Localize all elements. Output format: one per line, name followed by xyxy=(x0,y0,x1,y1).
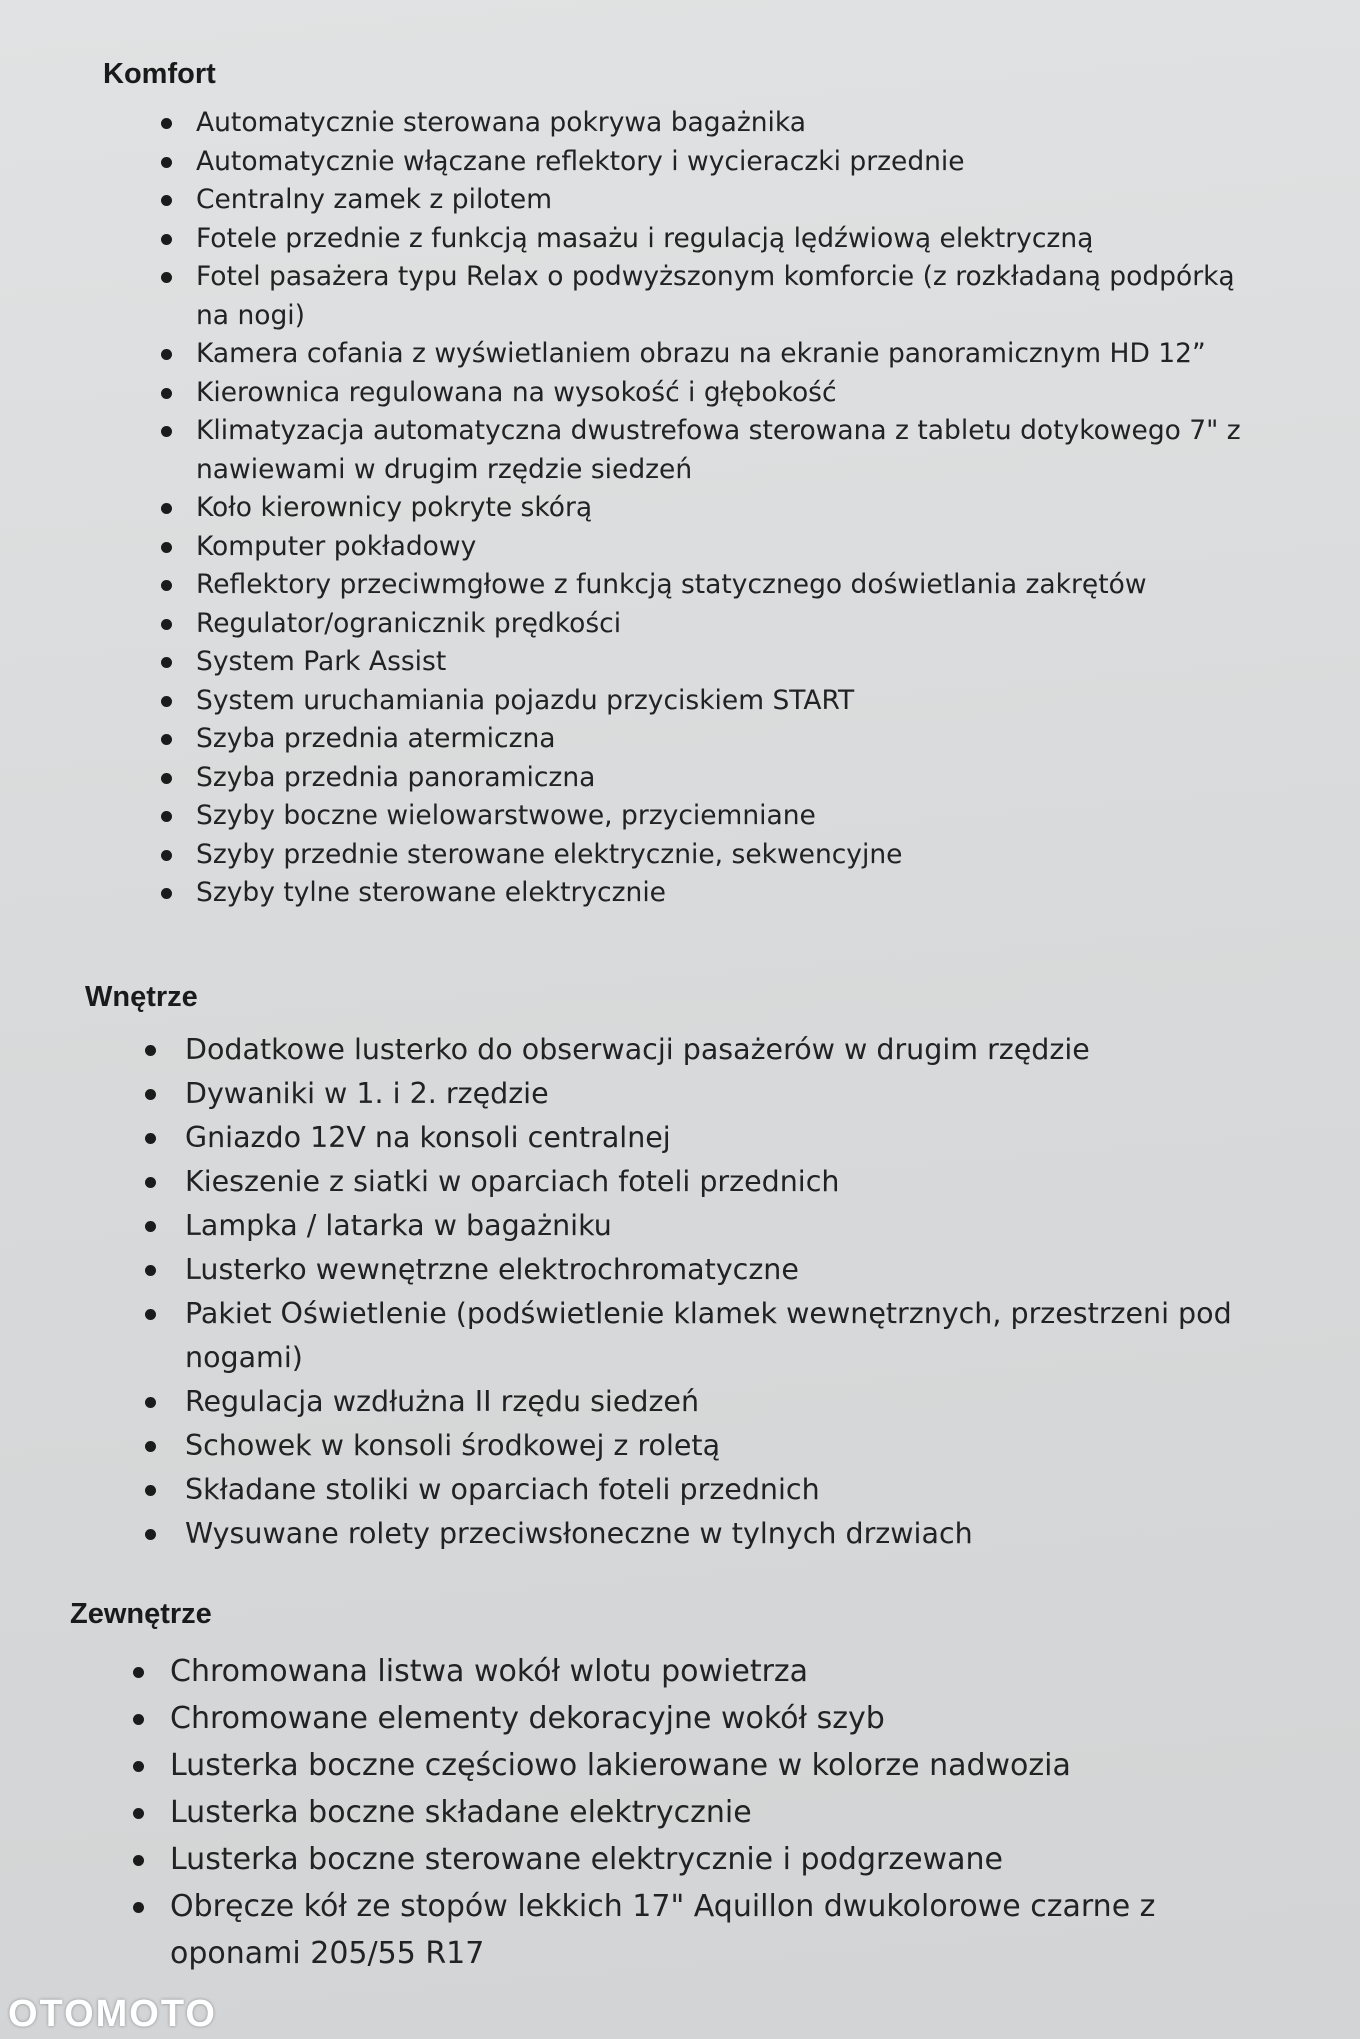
list-item xyxy=(103,374,1253,413)
bullet-icon xyxy=(145,1177,156,1188)
list-item-text: Chromowane elementy dekoracyjne wokół szyb xyxy=(170,1701,885,1736)
section-wnetrze xyxy=(85,981,1255,1556)
list-item xyxy=(103,489,1253,528)
bullet-icon xyxy=(161,118,172,129)
list-item xyxy=(103,181,1253,220)
list-item xyxy=(103,720,1253,759)
list-item-text: Fotel pasażera typu Relax o podwyższonym komforcie (z rozkładaną podpórką na nogi) xyxy=(196,261,1235,331)
bullet-icon xyxy=(145,1529,156,1540)
list-item-text: Lampka / latarka w bagażniku xyxy=(185,1209,612,1242)
list-item-text: Chromowana listwa wokół wlotu powietrza xyxy=(170,1654,809,1689)
list-item-text: Lusterka boczne częściowo lakierowane w kolorze nadwozia xyxy=(170,1748,1071,1783)
list-item xyxy=(85,1468,1255,1512)
list-item-text: Regulacja wzdłużna II rzędu siedzeń xyxy=(185,1385,700,1418)
bullet-icon xyxy=(161,888,172,899)
bullet-icon xyxy=(161,426,172,437)
list-item-text: Fotele przednie z funkcją masażu i regulacją lędźwiową elektryczną xyxy=(196,222,1094,254)
list-item xyxy=(70,1695,1290,1742)
list-item-text: Kamera cofania z wyświetlaniem obrazu na ekranie panoramicznym HD 12” xyxy=(196,338,1206,369)
list-item xyxy=(103,335,1253,374)
list-item-text: Pakiet Oświetlenie (podświetlenie klamek wewnętrznych, przestrzeni pod nogami) xyxy=(185,1297,1232,1374)
bullet-icon xyxy=(161,234,172,245)
zewnetrze-list xyxy=(70,1648,1290,1977)
bullet-icon xyxy=(145,1441,156,1452)
list-item xyxy=(103,220,1253,259)
list-item xyxy=(103,412,1253,489)
bullet-icon xyxy=(161,696,172,707)
bullet-icon xyxy=(145,1309,156,1320)
bullet-icon xyxy=(161,503,172,514)
bullet-icon xyxy=(161,580,172,591)
list-item-text: Dywaniki w 1. i 2. rzędzie xyxy=(185,1077,549,1110)
list-item xyxy=(85,1072,1255,1116)
list-item-text: System uruchamiania pojazdu przyciskiem START xyxy=(196,684,855,716)
list-item xyxy=(85,1248,1255,1292)
bullet-icon xyxy=(145,1265,156,1276)
list-item-text: Kieszenie z siatki w oparciach foteli przednich xyxy=(185,1165,840,1198)
list-item xyxy=(103,566,1253,605)
list-item xyxy=(103,874,1253,913)
list-item xyxy=(70,1742,1290,1789)
bullet-icon xyxy=(133,1714,144,1725)
bullet-icon xyxy=(145,1221,156,1232)
list-item-text: Szyba przednia panoramiczna xyxy=(196,761,596,793)
list-item xyxy=(85,1116,1255,1160)
list-item xyxy=(85,1204,1255,1248)
section-komfort xyxy=(103,58,1253,913)
bullet-icon xyxy=(133,1667,144,1678)
bullet-icon xyxy=(145,1045,156,1056)
section-title-wnetrze: Wnętrze xyxy=(85,981,198,1013)
bullet-icon xyxy=(161,619,172,630)
list-item-text: Reflektory przeciwmgłowe z funkcją statycznego doświetlania zakrętów xyxy=(196,569,1147,600)
section-zewnetrze xyxy=(70,1598,1290,1977)
bullet-icon xyxy=(161,157,172,168)
bullet-icon xyxy=(145,1089,156,1100)
list-item xyxy=(85,1292,1255,1380)
list-item xyxy=(70,1648,1290,1695)
list-item xyxy=(103,104,1253,143)
list-item-text: Szyby przednie sterowane elektrycznie, sekwencyjne xyxy=(196,838,903,870)
list-item xyxy=(103,682,1253,721)
list-item-text: Składane stoliki w oparciach foteli przednich xyxy=(185,1473,820,1506)
section-title-zewnetrze: Zewnętrze xyxy=(70,1598,212,1630)
list-item xyxy=(85,1028,1255,1072)
list-item xyxy=(103,836,1253,875)
bullet-icon xyxy=(161,349,172,360)
bullet-icon xyxy=(145,1485,156,1496)
komfort-list xyxy=(103,104,1253,913)
bullet-icon xyxy=(145,1397,156,1408)
bullet-icon xyxy=(133,1855,144,1866)
bullet-icon xyxy=(161,734,172,745)
list-item xyxy=(103,605,1253,644)
list-item xyxy=(85,1160,1255,1204)
list-item-text: Kierownica regulowana na wysokość i głębokość xyxy=(196,376,837,408)
list-item-text: Klimatyzacja automatyczna dwustrefowa sterowana z tabletu dotykowego 7" z nawiewami w drugim rzędzie siedzeń xyxy=(196,415,1241,485)
bullet-icon xyxy=(133,1902,144,1913)
section-title-komfort: Komfort xyxy=(103,58,216,90)
list-item-text: Regulator/ogranicznik prędkości xyxy=(196,607,622,639)
list-item-text: Lusterka boczne składane elektrycznie xyxy=(170,1795,752,1830)
list-item xyxy=(103,643,1253,682)
list-item-text: Wysuwane rolety przeciwsłoneczne w tylnych drzwiach xyxy=(185,1517,973,1550)
list-item xyxy=(85,1512,1255,1556)
bullet-icon xyxy=(161,657,172,668)
bullet-icon xyxy=(161,542,172,553)
bullet-icon xyxy=(145,1133,156,1144)
otomoto-watermark: OTOMOTO xyxy=(8,1993,217,2035)
list-item-text: Obręcze kół ze stopów lekkich 17" Aquillon dwukolorowe czarne z oponami 205/55 R17 xyxy=(170,1889,1156,1971)
bullet-icon xyxy=(161,272,172,283)
list-item xyxy=(103,258,1253,335)
bullet-icon xyxy=(133,1761,144,1772)
bullet-icon xyxy=(161,850,172,861)
list-item xyxy=(70,1789,1290,1836)
bullet-icon xyxy=(161,773,172,784)
list-item xyxy=(103,759,1253,798)
bullet-icon xyxy=(133,1808,144,1819)
bullet-icon xyxy=(161,195,172,206)
list-item-text: Szyby tylne sterowane elektrycznie xyxy=(196,877,666,908)
bullet-icon xyxy=(161,388,172,399)
list-item-text: Gniazdo 12V na konsoli centralnej xyxy=(185,1121,671,1154)
list-item-text: Koło kierownicy pokryte skórą xyxy=(196,492,593,523)
list-item-text: Komputer pokładowy xyxy=(196,530,477,562)
list-item-text: Dodatkowe lusterko do obserwacji pasażerów w drugim rzędzie xyxy=(185,1033,1090,1066)
list-item xyxy=(70,1883,1290,1977)
list-item xyxy=(85,1380,1255,1424)
list-item-text: Schowek w konsoli środkowej z roletą xyxy=(185,1429,721,1462)
bullet-icon xyxy=(161,811,172,822)
list-item xyxy=(103,143,1253,182)
list-item-text: Automatycznie włączane reflektory i wycieraczki przednie xyxy=(196,145,965,177)
wnetrze-list xyxy=(85,1028,1255,1556)
list-item xyxy=(85,1424,1255,1468)
list-item xyxy=(103,528,1253,567)
list-item-text: Lusterko wewnętrzne elektrochromatyczne xyxy=(185,1253,799,1286)
list-item-text: Centralny zamek z pilotem xyxy=(196,184,553,215)
list-item-text: Szyby boczne wielowarstwowe, przyciemniane xyxy=(196,800,816,831)
list-item-text: Automatycznie sterowana pokrywa bagażnika xyxy=(196,107,807,138)
list-item xyxy=(103,797,1253,836)
list-item-text: System Park Assist xyxy=(196,646,447,677)
list-item-text: Lusterka boczne sterowane elektrycznie i podgrzewane xyxy=(170,1842,1003,1877)
list-item xyxy=(70,1836,1290,1883)
list-item-text: Szyba przednia atermiczna xyxy=(196,723,556,754)
